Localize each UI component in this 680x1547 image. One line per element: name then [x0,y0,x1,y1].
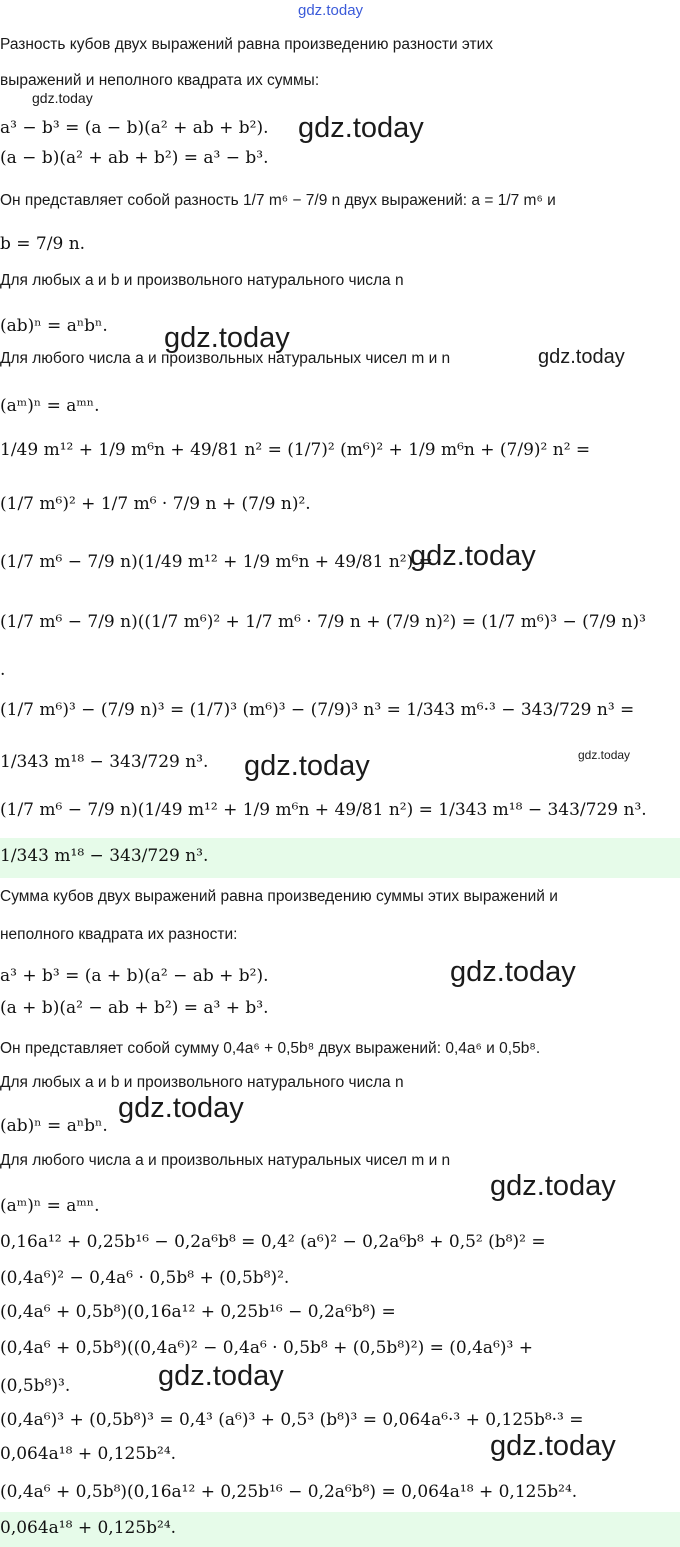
watermark: gdz.today [490,1430,616,1462]
text-line: Для любого числа a и произвольных натуральных чисел m и n [0,350,451,367]
formula-line: 0,064a¹⁸ + 0,125b²⁴. [0,1444,177,1464]
text-line: Он представляет собой разность 1/7 m⁶ − 7/9 n двух выражений: a = 1/7 m⁶ и [0,192,556,209]
formula-line: (0,4a⁶ + 0,5b⁸)(0,16a¹² + 0,25b¹⁶ − 0,2a⁶b⁸) = 0,064a¹⁸ + 0,125b²⁴. [0,1482,578,1502]
watermark: gdz.today [578,748,631,762]
watermark-top: gdz.today [298,2,364,19]
text-line: Для любых a и b и произвольного натурального числа n [0,272,404,289]
text-line: Для любых a и b и произвольного натурального числа n [0,1074,404,1091]
formula-line: b = 7/9 n. [0,234,86,254]
watermark: gdz.today [32,90,93,106]
text-line: Для любого числа a и произвольных натуральных чисел m и n [0,1152,451,1169]
answer-line: 0,064a¹⁸ + 0,125b²⁴. [0,1518,177,1538]
watermark: gdz.today [450,956,576,988]
formula-line: (1/7 m⁶ − 7/9 n)((1/7 m⁶)² + 1/7 m⁶ · 7/9 n + (7/9 n)²) = (1/7 m⁶)³ − (7/9 n)³ [0,612,646,632]
formula-line: (0,4a⁶)³ + (0,5b⁸)³ = 0,4³ (a⁶)³ + 0,5³ (b⁸)³ = 0,064a⁶·³ + 0,125b⁸·³ = [0,1410,584,1430]
formula-line: (a − b)(a² + ab + b²) = a³ − b³. [0,148,269,168]
formula-line: (0,4a⁶ + 0,5b⁸)(0,16a¹² + 0,25b¹⁶ − 0,2a⁶b⁸) = [0,1302,396,1322]
rule-text-line-2: выражений и неполного квадрата их суммы: [0,72,320,89]
formula-line: . [0,660,6,680]
watermark: gdz.today [538,346,625,368]
formula-line: (0,4a⁶)² − 0,4a⁶ · 0,5b⁸ + (0,5b⁸)². [0,1268,290,1288]
watermark: gdz.today [164,322,290,354]
watermark: gdz.today [158,1360,284,1392]
watermark: gdz.today [244,750,370,782]
watermark: gdz.today [490,1170,616,1202]
watermark: gdz.today [298,112,424,144]
rule-text-line-2: неполного квадрата их разности: [0,926,238,943]
formula-line: (1/7 m⁶ − 7/9 n)(1/49 m¹² + 1/9 m⁶n + 49/81 n²) = [0,552,433,572]
watermark: gdz.today [118,1092,244,1124]
formula-line: (1/7 m⁶ − 7/9 n)(1/49 m¹² + 1/9 m⁶n + 49/81 n²) = 1/343 m¹⁸ − 343/729 n³. [0,800,647,820]
formula-line: (ab)ⁿ = aⁿbⁿ. [0,316,108,336]
answer-line: 1/343 m¹⁸ − 343/729 n³. [0,846,209,866]
formula-line: (1/7 m⁶)³ − (7/9 n)³ = (1/7)³ (m⁶)³ − (7/9)³ n³ = 1/343 m⁶·³ − 343/729 n³ = [0,700,635,720]
formula-line: 1/343 m¹⁸ − 343/729 n³. [0,752,209,772]
formula-line: a³ − b³ = (a − b)(a² + ab + b²). [0,118,269,138]
formula-line: (ab)ⁿ = aⁿbⁿ. [0,1116,108,1136]
formula-line: (aᵐ)ⁿ = aᵐⁿ. [0,1196,100,1216]
formula-line: (1/7 m⁶)² + 1/7 m⁶ · 7/9 n + (7/9 n)². [0,494,311,514]
formula-line: (0,4a⁶ + 0,5b⁸)((0,4a⁶)² − 0,4a⁶ · 0,5b⁸ + (0,5b⁸)²) = (0,4a⁶)³ + [0,1338,533,1358]
formula-line: 0,16a¹² + 0,25b¹⁶ − 0,2a⁶b⁸ = 0,4² (a⁶)² − 0,2a⁶b⁸ + 0,5² (b⁸)² = [0,1232,546,1252]
formula-line: a³ + b³ = (a + b)(a² − ab + b²). [0,966,269,986]
rule-text-line-1: Разность кубов двух выражений равна произведению разности этих [0,36,493,53]
formula-line: (0,5b⁸)³. [0,1376,71,1396]
formula-line: 1/49 m¹² + 1/9 m⁶n + 49/81 n² = (1/7)² (m⁶)² + 1/9 m⁶n + (7/9)² n² = [0,440,591,460]
formula-line: (aᵐ)ⁿ = aᵐⁿ. [0,396,100,416]
formula-line: (a + b)(a² − ab + b²) = a³ + b³. [0,998,269,1018]
text-line: Он представляет собой сумму 0,4a⁶ + 0,5b⁸ двух выражений: 0,4a⁶ и 0,5b⁸. [0,1040,541,1057]
rule-text-line-1: Сумма кубов двух выражений равна произведению суммы этих выражений и [0,888,558,905]
watermark: gdz.today [410,540,536,572]
